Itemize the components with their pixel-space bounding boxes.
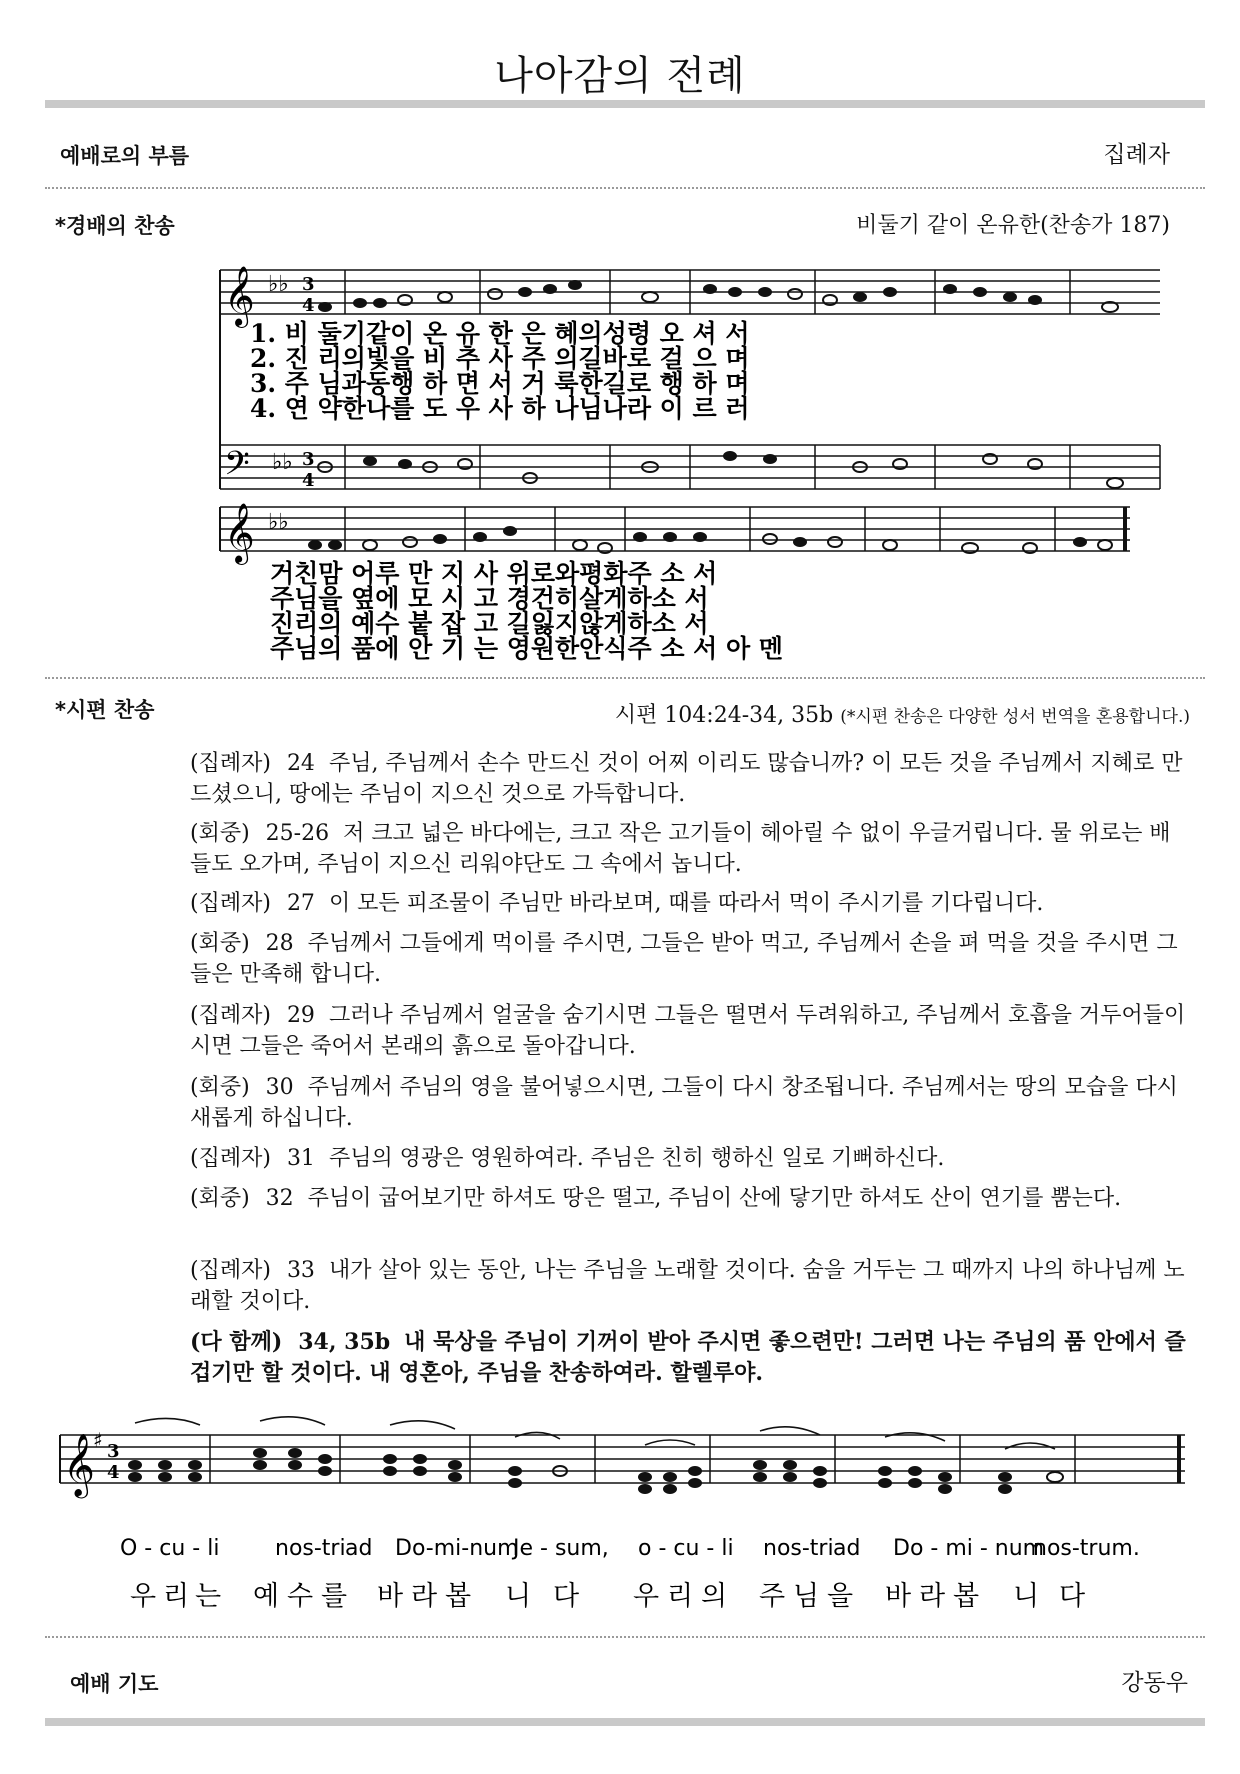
hymn-verse-line: 4. 연 약한나를 도 우 사 하 나님나라 이 르 러 [250,394,750,423]
hymn-label: *경배의 찬송 [55,214,175,238]
chant-korean-line [130,1581,1085,1612]
hymn-source: 비둘기 같이 온유한(찬송가 187) [856,213,1170,238]
divider-1 [45,187,1205,189]
chant-latin-syllable: nos-trum. [1033,1536,1140,1561]
svg-text:3: 3 [302,274,315,295]
psalm-verse: (회중) 25-26 저 크고 넓은 바다에는, 크고 작은 고기들이 헤아릴 수 없이 우글거립니다. 물 위로는 배들도 오가며, 주님이 지으신 리워야단도 그 속에서 놉니다. [190,821,1171,877]
svg-text:주: 주 [759,1581,786,1612]
hymn-score [210,245,1170,675]
svg-text:우: 우 [633,1581,660,1612]
call-to-worship-label: 예배로의 부름 [60,144,190,168]
bass-clef-icon: 𝄢 [224,445,250,491]
svg-text:리: 리 [163,1581,190,1612]
treble-clef-icon: 𝄞 [63,1433,95,1496]
treble-clef-icon: 𝄞 [224,266,255,326]
svg-text:다: 다 [1059,1581,1086,1612]
svg-text:𝄞: 𝄞 [224,503,255,563]
psalm-source: 시편 104:24-34, 35b [614,703,834,728]
divider-2 [45,677,1205,679]
call-to-worship-leader: 집례자 [1103,142,1170,168]
hymn-verse-line: 2. 진 리의빛을 비 추 사 주 의길바로 걸 으 며 [250,344,750,373]
svg-text:다: 다 [553,1581,580,1612]
svg-text:바: 바 [377,1581,404,1612]
page-title: 나아감의 전례 [494,53,746,99]
svg-text:3: 3 [107,1441,120,1462]
hymn-verse-line: 주님을 옆에 모 시 고 경건히살게하소 서 [270,584,709,613]
prayer-label: 예배 기도 [70,1672,159,1696]
svg-text:라: 라 [411,1581,438,1612]
svg-text:의: 의 [701,1581,728,1612]
top-rule [45,100,1205,108]
svg-text:우: 우 [130,1581,157,1612]
psalm-verse: (집례자) 31 주님의 영광은 영원하여라. 주님은 친히 행하신 일로 기뻐하신다. [190,1146,945,1171]
svg-text:♯: ♯ [93,1428,103,1452]
svg-text:리: 리 [667,1581,694,1612]
svg-text:수: 수 [287,1581,314,1612]
chant-latin-syllable: ad [345,1536,373,1561]
svg-text:4: 4 [107,1462,120,1483]
psalm-note: (*시편 찬송은 다양한 성서 번역을 혼용합니다.) [840,707,1190,727]
chant-latin-syllable: o - cu - li [638,1536,734,1561]
svg-text:를: 를 [321,1581,348,1612]
svg-text:4: 4 [302,470,315,491]
chant-latin-syllable: O - cu - li [120,1536,220,1561]
svg-text:라: 라 [919,1581,946,1612]
divider-3 [45,1636,1205,1638]
prayer-leader: 강동우 [1121,1670,1188,1696]
svg-text:봅: 봅 [953,1581,980,1612]
psalm-verse: (회중) 32 주님이 굽어보기만 하셔도 땅은 떨고, 주님이 산에 닿기만 하셔도 산이 연기를 뿜는다. [190,1186,1122,1211]
svg-text:♭♭: ♭♭ [272,449,293,475]
bottom-rule [45,1718,1205,1726]
svg-text:3: 3 [302,449,315,470]
psalm-verse: (회중) 28 주님께서 그들에게 먹이를 주시면, 그들은 받아 먹고, 주님께서 손을 펴 먹을 것을 주시면 그들은 만족해 합니다. [190,931,1178,987]
psalm-verse: (집례자) 33 내가 살아 있는 동안, 나는 주님을 노래할 것이다. 숨을 거두는 그 때까지 나의 하나님께 노래할 것이다. [190,1258,1185,1314]
hymn-verse-line: 1. 비 둘기같이 온 유 한 은 혜의성령 오 셔 서 [250,319,750,348]
hymn-verse-line: 3. 주 님과동행 하 면 서 거 룩한길로 행 하 며 [250,369,750,398]
svg-text:는: 는 [195,1581,222,1612]
hymn-verse-line: 주님의 품에 안 기 는 영원한안식주 소 서 아 멘 [270,634,784,663]
chant-latin-syllable: Do - mi - num [893,1536,1045,1561]
hymn-verse-line: 진리의 예수 붙 잡 고 길잃지않게하소 서 [270,609,709,638]
svg-text:니: 니 [1013,1581,1040,1612]
psalm-verse: (집례자) 29 그러나 주님께서 얼굴을 숨기시면 그들은 떨면서 두려워하고, 주님께서 호흡을 거두어들이시면 그들은 죽어서 본래의 흙으로 돌아갑니다. [190,1003,1186,1059]
svg-text:니: 니 [505,1581,532,1612]
psalm-verse: (집례자) 27 이 모든 피조물이 주님만 바라보며, 때를 따라서 먹이 주시기를 기다립니다. [190,891,1044,916]
psalm-source-line [615,698,1190,729]
svg-text:바: 바 [885,1581,912,1612]
svg-text:♭♭: ♭♭ [268,271,289,297]
chant-latin-syllable: nos-tri [275,1536,346,1561]
psalm-verse: (집례자) 24 주님, 주님께서 손수 만드신 것이 어찌 이리도 많습니까? 이 모든 것을 주님께서 지혜로 만드셨으니, 땅에는 주님이 지으신 것으로 가득합니다. [190,751,1183,807]
chant-latin-syllable: Do-mi-num [395,1536,519,1561]
hymn-verse-line: 거친맘 어루 만 지 사 위로와평화주 소 서 [270,559,718,588]
chant-score [55,1415,1195,1630]
chant-latin-syllable: Je - sum, [513,1536,609,1561]
svg-text:예: 예 [253,1581,280,1612]
svg-text:님: 님 [793,1581,820,1612]
psalm-final-verse: (다 함께) 34, 35b 내 묵상을 주님이 기꺼이 받아 주시면 좋으련만! 그러면 나는 주님의 품 안에서 즐겁기만 할 것이다. 내 영혼아, 주님을 찬송하여라. 할렐루야. [190,1329,1186,1386]
psalm-verse: (회중) 30 주님께서 주님의 영을 불어넣으시면, 그들이 다시 창조됩니다. 주님께서는 땅의 모습을 다시 새롭게 하십니다. [190,1075,1178,1131]
chant-latin-syllable: nos-tri [763,1536,834,1561]
psalm-label: *시편 찬송 [55,698,155,722]
svg-text:을: 을 [827,1581,854,1612]
svg-text:봅: 봅 [445,1581,472,1612]
svg-text:4: 4 [302,295,315,316]
chant-latin-syllable: ad [833,1536,861,1561]
svg-text:♭♭: ♭♭ [268,509,289,535]
